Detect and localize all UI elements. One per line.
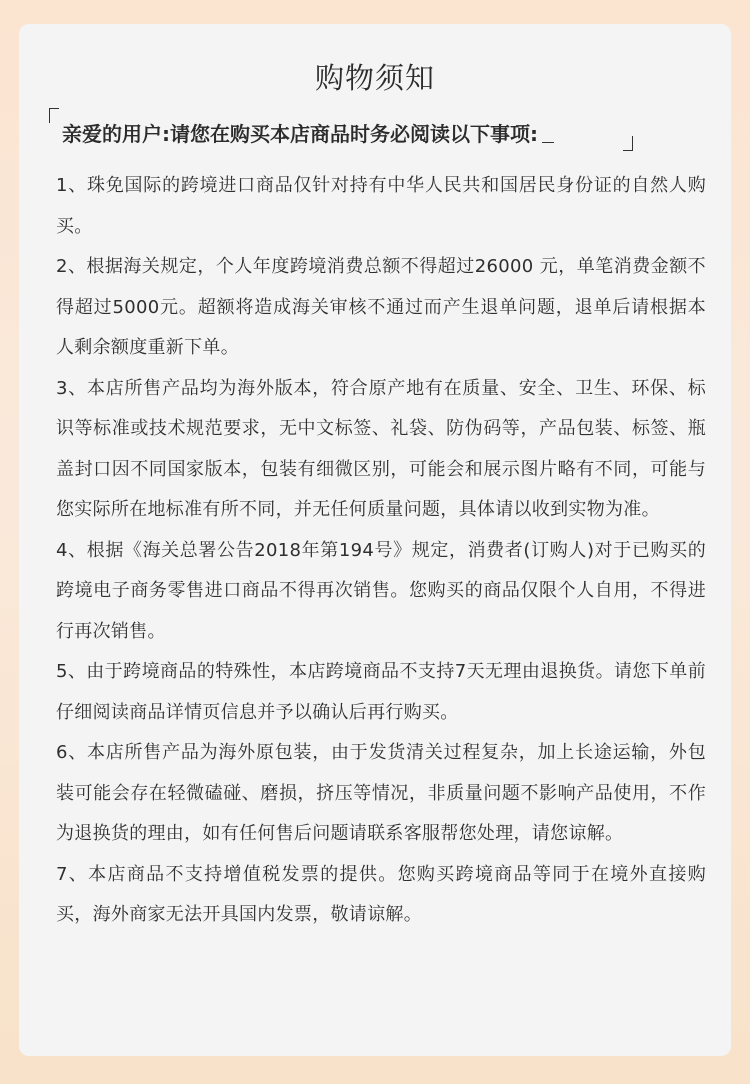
corner-bracket-open-icon [49, 108, 59, 123]
notice-item-3: 3、本店所售产品均为海外版本，符合原产地有在质量、安全、卫生、环保、标识等标准或技术规范要求，无中文标签、礼袋、防伪码等，产品包装、标签、瓶盖封口因不同国家版本，包装有细微区别，可能会和展示图片略有不同，可能与您实际所在地标准有所不同，并无任何质量问题，具体请以收到实物为准。 [56, 377, 706, 520]
notice-item-5: 5、由于跨境商品的特殊性，本店跨境商品不支持7天无理由退换货。请您下单前仔细阅读商品详情页信息并予以确认后再行购买。 [56, 661, 706, 723]
page-title: 购物须知 [314, 61, 435, 95]
notice-item-4: 4、根据《海关总署公告2018年第194号》规定，消费者(订购人)对于已购买的跨境电子商务零售进口商品不得再次销售。您购买的商品仅限个人自用，不得进行再次销售。 [56, 539, 706, 642]
notice-item-7: 7、本店商品不支持增值税发票的提供。您购买跨境商品等同于在境外直接购买，海外商家无法开具国内发票，敬请谅解。 [56, 863, 706, 925]
underline-mark-icon [542, 124, 554, 143]
corner-bracket-close-icon [623, 136, 633, 151]
notice-text: 亲爱的用户:请您在购买本店商品时务必阅读以下事项: [62, 122, 538, 146]
notice-item-6: 6、本店所售产品为海外原包装，由于发货清关过程复杂，加上长途运输，外包装可能会存在轻微磕碰、磨损，挤压等情况，非质量问题不影响产品使用，不作为退换货的理由，如有任何售后问题请联系客服帮您处理，请您谅解。 [56, 742, 706, 844]
notice-item-2: 2、根据海关规定，个人年度跨境消费总额不得超过26000 元，单笔消费金额不得超过5000元。超额将造成海关审核不通过而产生退单问题，退单后请根据本人剩余额度重新下单。 [56, 256, 706, 358]
notice-heading [49, 108, 709, 152]
notice-list [56, 166, 706, 936]
notice-item-1: 1、珠免国际的跨境进口商品仅针对持有中华人民共和国居民身份证的自然人购买。 [56, 175, 706, 237]
